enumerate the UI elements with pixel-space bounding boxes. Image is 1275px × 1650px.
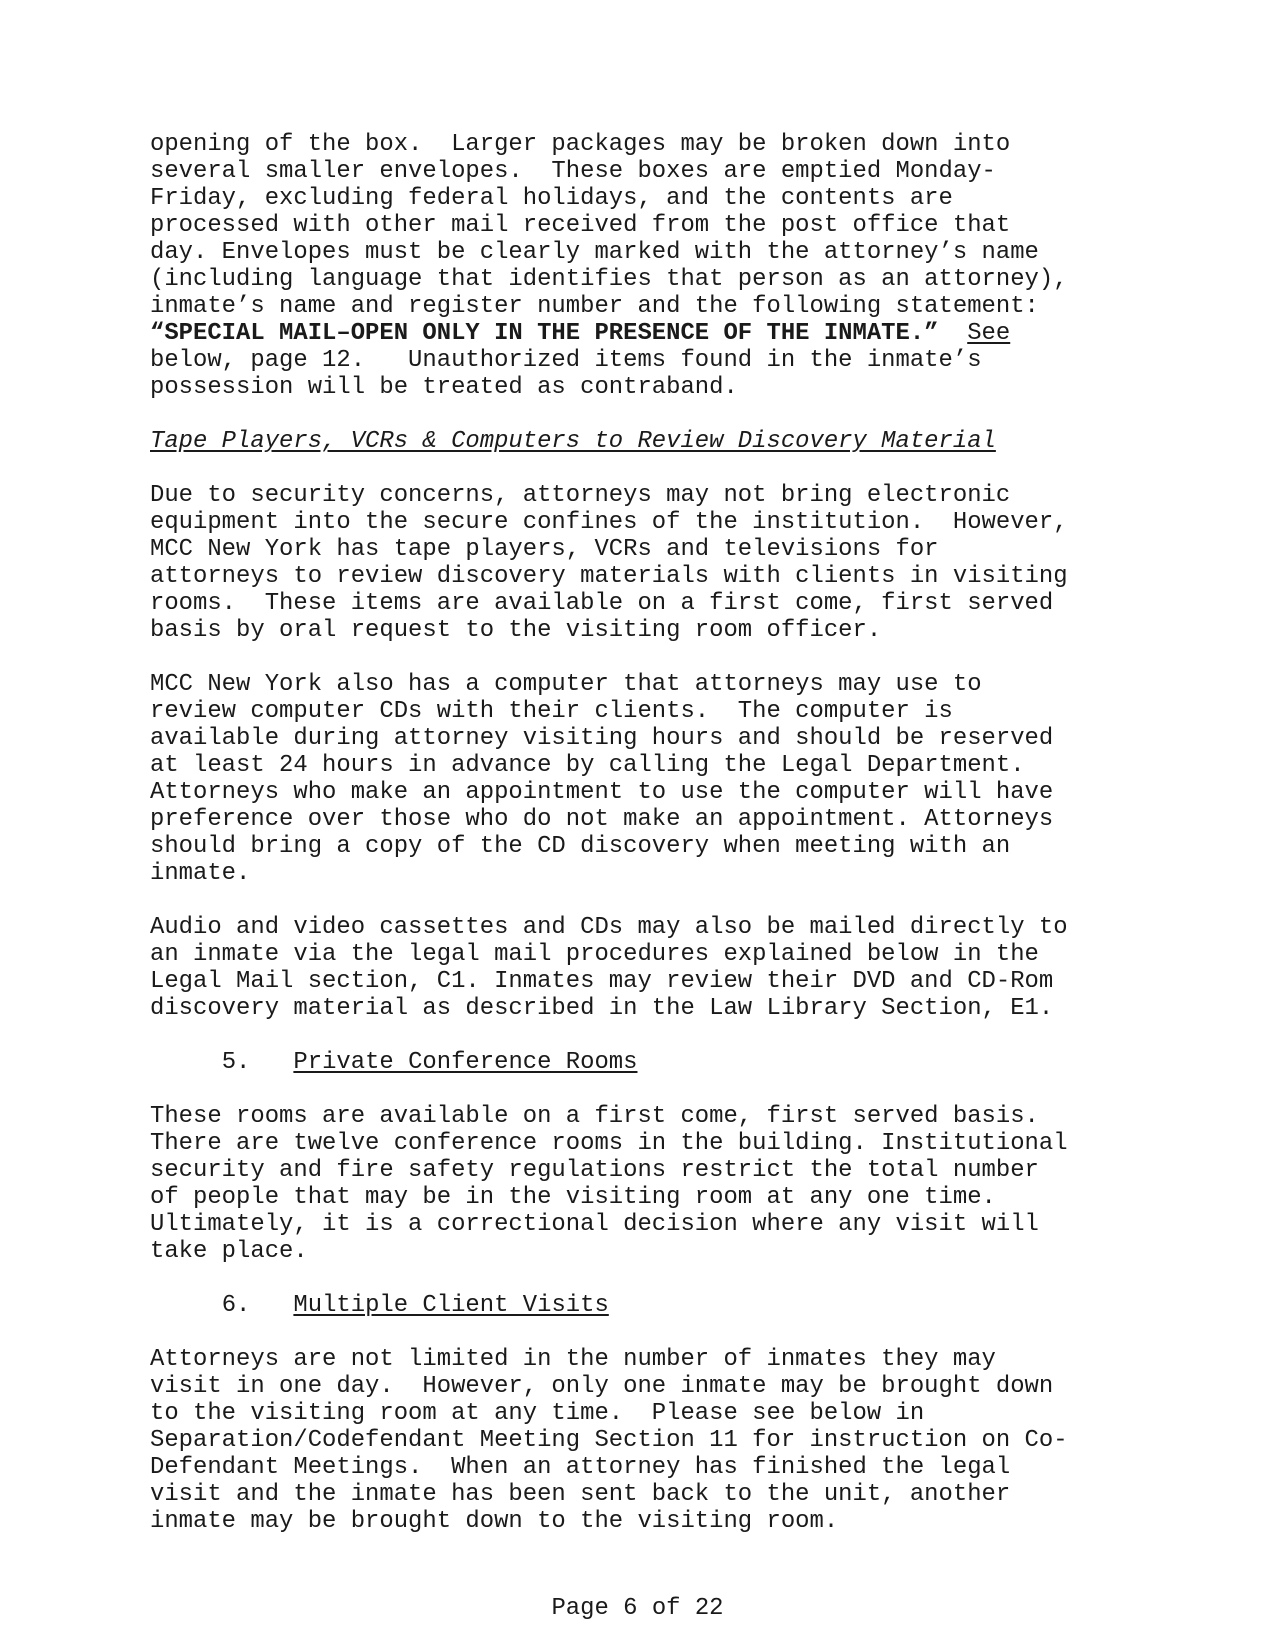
text-line: Defendant Meetings. When an attorney has finished the legal bbox=[150, 1454, 1011, 1481]
see-reference: See bbox=[967, 320, 1011, 347]
section-heading-5 bbox=[150, 1049, 1150, 1076]
text-line: Attorneys who make an appointment to use the computer will have bbox=[150, 779, 1054, 806]
text-line: (including language that identifies that person as an attorney), bbox=[150, 266, 1068, 293]
paragraph-special-mail bbox=[150, 131, 1150, 401]
text-line: day. Envelopes must be clearly marked with the attorney’s name bbox=[150, 239, 1039, 266]
text-line: These rooms are available on a first come, first served basis. bbox=[150, 1103, 1039, 1130]
text-line: MCC New York also has a computer that attorneys may use to bbox=[150, 671, 982, 698]
text-line: possession will be treated as contraband. bbox=[150, 374, 738, 401]
text-line: processed with other mail received from the post office that bbox=[150, 212, 1011, 239]
text-line: equipment into the secure confines of the institution. However, bbox=[150, 509, 1068, 536]
heading-tape-players: Tape Players, VCRs & Computers to Review Discovery Material bbox=[150, 428, 996, 455]
section-heading-6 bbox=[150, 1292, 1150, 1319]
text-line: Audio and video cassettes and CDs may also be mailed directly to bbox=[150, 914, 1068, 941]
text-line: There are twelve conference rooms in the building. Institutional bbox=[150, 1130, 1068, 1157]
text-line: Ultimately, it is a correctional decision where any visit will bbox=[150, 1211, 1039, 1238]
text-line: preference over those who do not make an appointment. Attorneys bbox=[150, 806, 1054, 833]
text-line: available during attorney visiting hours and should be reserved bbox=[150, 725, 1054, 752]
text-line: basis by oral request to the visiting room officer. bbox=[150, 617, 882, 644]
section-number: 6. bbox=[221, 1292, 251, 1319]
section-title: Multiple Client Visits bbox=[293, 1292, 609, 1319]
text-line: attorneys to review discovery materials with clients in visiting bbox=[150, 563, 1068, 590]
text-line: several smaller envelopes. These boxes are emptied Monday- bbox=[150, 158, 996, 185]
text-line: inmate may be brought down to the visiting room. bbox=[150, 1508, 839, 1535]
text-line: visit in one day. However, only one inmate may be brought down bbox=[150, 1373, 1054, 1400]
text-line: Legal Mail section, C1. Inmates may review their DVD and CD-Rom bbox=[150, 968, 1054, 995]
text-line: of people that may be in the visiting room at any one time. bbox=[150, 1184, 996, 1211]
text-line: an inmate via the legal mail procedures explained below in the bbox=[150, 941, 1039, 968]
text-line: inmate. bbox=[150, 860, 251, 887]
text-line: Due to security concerns, attorneys may not bring electronic bbox=[150, 482, 1011, 509]
text-line: review computer CDs with their clients. The computer is bbox=[150, 698, 953, 725]
text-line: Friday, excluding federal holidays, and the contents are bbox=[150, 185, 953, 212]
text-line: should bring a copy of the CD discovery when meeting with an bbox=[150, 833, 1011, 860]
document-page bbox=[150, 131, 1150, 1535]
text-line: to the visiting room at any time. Please see below in bbox=[150, 1400, 925, 1427]
paragraph-cassettes bbox=[150, 914, 1150, 1022]
text-line: inmate’s name and register number and the following statement: bbox=[150, 293, 1039, 320]
text-line: discovery material as described in the Law Library Section, E1. bbox=[150, 995, 1054, 1022]
paragraph-computer bbox=[150, 671, 1150, 887]
text-line: at least 24 hours in advance by calling the Legal Department. bbox=[150, 752, 1025, 779]
text-line: MCC New York has tape players, VCRs and televisions for bbox=[150, 536, 939, 563]
text-line: opening of the box. Larger packages may be broken down into bbox=[150, 131, 1011, 158]
text-line: rooms. These items are available on a first come, first served bbox=[150, 590, 1054, 617]
text-line bbox=[150, 320, 1150, 347]
text-line: visit and the inmate has been sent back to the unit, another bbox=[150, 1481, 1011, 1508]
text-line: below, page 12. Unauthorized items found in the inmate’s bbox=[150, 347, 982, 374]
text-line: take place. bbox=[150, 1238, 308, 1265]
page-number: Page 6 of 22 bbox=[551, 1595, 724, 1622]
paragraph-multiple-visits bbox=[150, 1346, 1150, 1535]
section-title: Private Conference Rooms bbox=[293, 1049, 638, 1076]
paragraph-electronic-equipment bbox=[150, 482, 1150, 644]
text-line: Separation/Codefendant Meeting Section 11 for instruction on Co- bbox=[150, 1427, 1068, 1454]
text-line: security and fire safety regulations restrict the total number bbox=[150, 1157, 1039, 1184]
text-line: Attorneys are not limited in the number of inmates they may bbox=[150, 1346, 996, 1373]
special-mail-statement: “SPECIAL MAIL–OPEN ONLY IN THE PRESENCE OF THE INMATE.” bbox=[150, 320, 939, 347]
section-number: 5. bbox=[221, 1049, 251, 1076]
paragraph-conference-rooms bbox=[150, 1103, 1150, 1265]
